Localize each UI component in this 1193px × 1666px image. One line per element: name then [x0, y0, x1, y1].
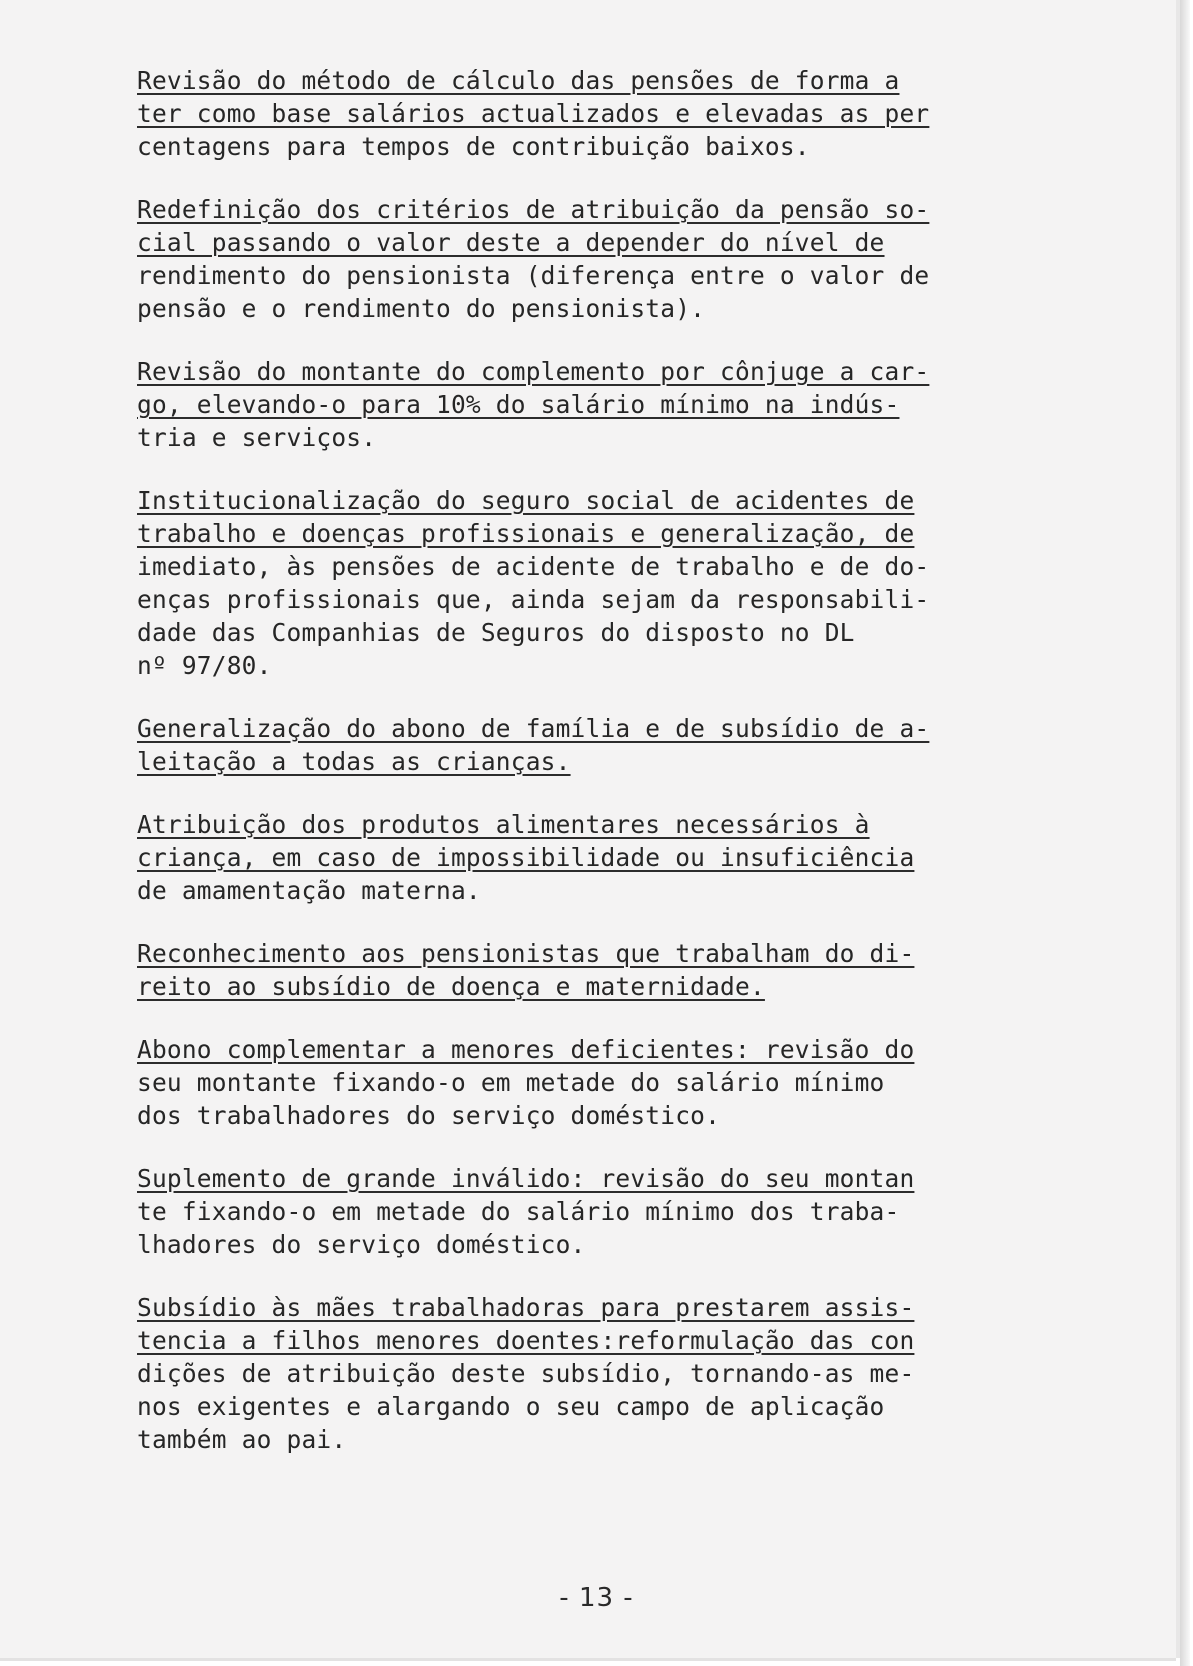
- text-line: te fixando-o em metade do salário mínimo dos traba-: [137, 1197, 900, 1226]
- paragraph: [137, 1033, 1037, 1132]
- text-line: Generalização do abono de família e de subsídio de a-: [137, 714, 930, 743]
- paragraph: [137, 1162, 1037, 1261]
- text-line: de amamentação materna.: [137, 876, 481, 905]
- text-line: nº 97/80.: [137, 651, 272, 680]
- paragraph: [137, 1291, 1037, 1456]
- paragraph: [137, 808, 1037, 907]
- text-line: rendimento do pensionista (diferença entre o valor de: [137, 261, 930, 290]
- text-line: Abono complementar a menores deficientes: revisão do: [137, 1035, 915, 1064]
- text-line: dos trabalhadores do serviço doméstico.: [137, 1101, 721, 1130]
- text-line: dade das Companhias de Seguros do disposto no DL: [137, 618, 855, 647]
- text-line: leitação a todas as crianças.: [137, 747, 571, 776]
- text-line: nos exigentes e alargando o seu campo de aplicação: [137, 1392, 885, 1421]
- text-line: tencia a filhos menores doentes:reformulação das con: [137, 1326, 915, 1355]
- text-line: cial passando o valor deste a depender do nível de: [137, 228, 885, 257]
- text-line: Redefinição dos critérios de atribuição da pensão so-: [137, 195, 930, 224]
- document-body: [137, 64, 1037, 1486]
- paragraph: [137, 937, 1037, 1003]
- text-line: Reconhecimento aos pensionistas que trabalham do di-: [137, 939, 915, 968]
- text-line: criança, em caso de impossibilidade ou insuficiência: [137, 843, 915, 872]
- paragraph: [137, 193, 1037, 325]
- text-line: imediato, às pensões de acidente de trabalho e de do-: [137, 552, 930, 581]
- text-line: Revisão do método de cálculo das pensões de forma a: [137, 66, 900, 95]
- text-line: Atribuição dos produtos alimentares necessários à: [137, 810, 870, 839]
- paragraph: [137, 712, 1037, 778]
- text-line: trabalho e doenças profissionais e generalização, de: [137, 519, 915, 548]
- text-line: Subsídio às mães trabalhadoras para prestarem assis-: [137, 1293, 915, 1322]
- text-line: lhadores do serviço doméstico.: [137, 1230, 586, 1259]
- text-line: também ao pai.: [137, 1425, 347, 1454]
- text-line: Institucionalização do seguro social de acidentes de: [137, 486, 915, 515]
- text-line: dições de atribuição deste subsídio, tornando-as me-: [137, 1359, 915, 1388]
- text-line: Revisão do montante do complemento por cônjuge a car-: [137, 357, 930, 386]
- text-line: reito ao subsídio de doença e maternidade.: [137, 972, 765, 1001]
- paragraph: [137, 484, 1037, 682]
- paragraph: [137, 355, 1037, 454]
- text-line: pensão e o rendimento do pensionista).: [137, 294, 706, 323]
- text-line: go, elevando-o para 10% do salário mínimo na indús-: [137, 390, 900, 419]
- page-number: - 13 -: [559, 1583, 634, 1613]
- text-line: centagens para tempos de contribuição baixos.: [137, 132, 810, 161]
- text-line: enças profissionais que, ainda sejam da responsabili-: [137, 585, 930, 614]
- text-line: ter como base salários actualizados e elevadas as per: [137, 99, 930, 128]
- text-line: Suplemento de grande inválido: revisão do seu montan: [137, 1164, 915, 1193]
- text-line: tria e serviços.: [137, 423, 377, 452]
- paragraph: [137, 64, 1037, 163]
- text-line: seu montante fixando-o em metade do salário mínimo: [137, 1068, 885, 1097]
